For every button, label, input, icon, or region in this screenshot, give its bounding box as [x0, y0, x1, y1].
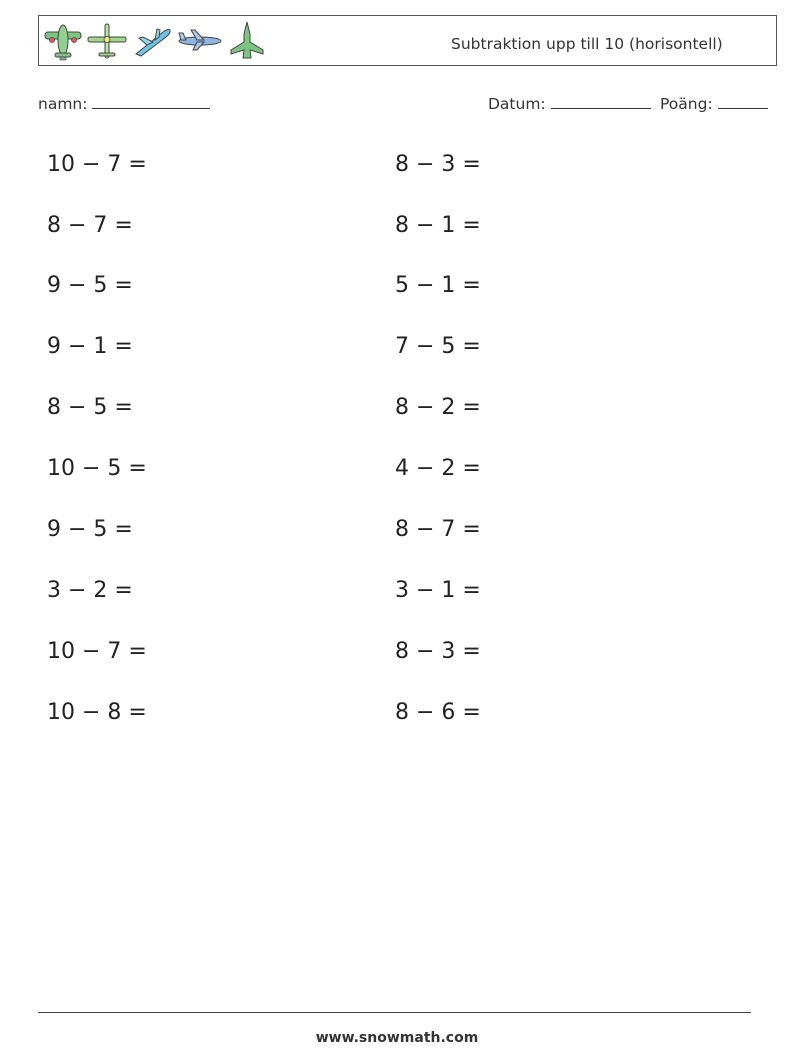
problem-left-10: 10 − 8 = [47, 700, 147, 725]
problem-right-7: 8 − 7 = [395, 517, 481, 542]
propeller-plane-icon [43, 20, 83, 62]
problem-right-6: 4 − 2 = [395, 456, 481, 481]
score-line[interactable] [718, 94, 768, 109]
name-label: namn: [38, 95, 88, 113]
date-field [488, 94, 651, 113]
header-box [38, 15, 777, 66]
problem-right-10: 8 − 6 = [395, 700, 481, 725]
problem-left-5: 8 − 5 = [47, 395, 133, 420]
score-label: Poäng: [660, 95, 713, 113]
problem-right-1: 8 − 3 = [395, 152, 481, 177]
problem-left-7: 9 − 5 = [47, 517, 133, 542]
cross-plane-icon [87, 20, 127, 62]
footer-url[interactable]: www.snowmath.com [315, 1030, 479, 1046]
jet-plane-icon [133, 20, 173, 62]
problem-left-8: 3 − 2 = [47, 578, 133, 603]
problem-right-3: 5 − 1 = [395, 273, 481, 298]
problem-left-9: 10 − 7 = [47, 639, 147, 664]
problem-right-8: 3 − 1 = [395, 578, 481, 603]
problem-left-6: 10 − 5 = [47, 456, 147, 481]
problem-right-4: 7 − 5 = [395, 334, 481, 359]
problem-left-1: 10 − 7 = [47, 152, 147, 177]
date-label: Datum: [488, 95, 546, 113]
airliner-icon [177, 20, 223, 62]
score-field [660, 94, 768, 113]
page-title: Subtraktion upp till 10 (horisontell) [451, 35, 723, 53]
problem-left-2: 8 − 7 = [47, 213, 133, 238]
problem-right-2: 8 − 1 = [395, 213, 481, 238]
fighter-jet-icon [227, 20, 267, 62]
problem-left-4: 9 − 1 = [47, 334, 133, 359]
name-field [38, 94, 210, 113]
date-line[interactable] [551, 94, 651, 109]
name-line[interactable] [92, 94, 210, 109]
problem-right-5: 8 − 2 = [395, 395, 481, 420]
problem-left-3: 9 − 5 = [47, 273, 133, 298]
footer-divider [38, 1012, 751, 1013]
problem-right-9: 8 − 3 = [395, 639, 481, 664]
